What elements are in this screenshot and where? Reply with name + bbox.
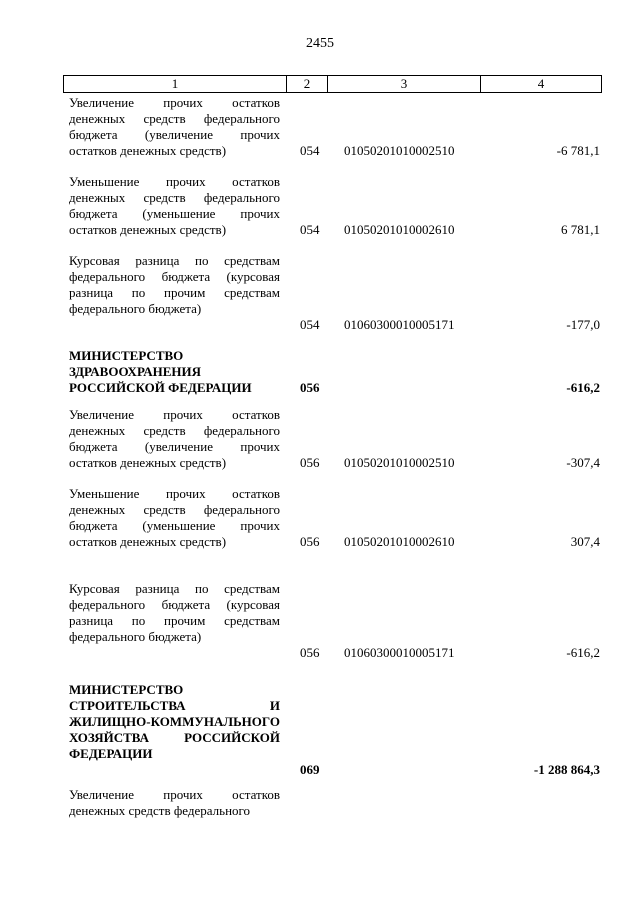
row-amount: 307,4 xyxy=(570,534,600,549)
row-description: Увеличение прочих остатков денежных средств федерального бюджета (увеличение прочих остатков денежных средств) xyxy=(69,407,280,470)
row-code: 056 xyxy=(300,455,320,470)
table-row xyxy=(0,486,640,550)
row-description: Курсовая разница по средствам федерального бюджета (курсовая разница по прочим средствам федерального бюджета) xyxy=(69,581,280,644)
row-kbk: 01050201010002510 xyxy=(344,143,455,158)
row-description: Уменьшение прочих остатков денежных средств федерального бюджета (уменьшение прочих остатков денежных средств) xyxy=(69,486,280,549)
table-header xyxy=(63,75,602,93)
row-description: Увеличение прочих остатков денежных средств федерального бюджета (увеличение прочих остатков денежных средств) xyxy=(69,95,280,158)
row-code: 054 xyxy=(300,317,320,332)
table-row xyxy=(0,407,640,471)
row-amount: -307,4 xyxy=(566,455,600,470)
table-row xyxy=(0,581,640,661)
row-kbk: 01050201010002510 xyxy=(344,455,455,470)
row-amount: 6 781,1 xyxy=(561,222,600,237)
row-code: 056 xyxy=(300,380,320,395)
row-amount: -1 288 864,3 xyxy=(533,762,600,777)
row-kbk: 01050201010002610 xyxy=(344,534,455,549)
ministry-row xyxy=(0,682,640,778)
header-col-2: 2 xyxy=(303,76,311,91)
table-row xyxy=(0,174,640,238)
header-col-4: 4 xyxy=(537,76,545,91)
row-code: 056 xyxy=(300,534,320,549)
table-row xyxy=(0,253,640,333)
row-kbk: 01060300010005171 xyxy=(344,317,455,332)
table-row xyxy=(0,95,640,159)
ministry-name: МИНИСТЕРСТВО ЗДРАВООХРАНЕНИЯ РОССИЙСКОЙ ФЕДЕРАЦИИ xyxy=(69,348,252,395)
header-col-3: 3 xyxy=(400,76,408,91)
row-amount: -616,2 xyxy=(566,645,600,660)
row-kbk: 01050201010002610 xyxy=(344,222,455,237)
row-description: Увеличение прочих остатков денежных средств федерального xyxy=(69,787,280,818)
header-col-1: 1 xyxy=(171,76,179,91)
row-amount: -6 781,1 xyxy=(556,143,600,158)
row-amount: -616,2 xyxy=(566,380,600,395)
row-code: 056 xyxy=(300,645,320,660)
table-row xyxy=(0,787,640,819)
row-amount: -177,0 xyxy=(566,317,600,332)
ministry-name: МИНИСТЕРСТВО СТРОИТЕЛЬСТВА И ЖИЛИЩНО-КОММУНАЛЬНОГО ХОЗЯЙСТВА РОССИЙСКОЙ ФЕДЕРАЦИИ xyxy=(69,682,280,761)
row-description: Уменьшение прочих остатков денежных средств федерального бюджета (уменьшение прочих остатков денежных средств) xyxy=(69,174,280,237)
page-number: 2455 xyxy=(306,36,334,51)
row-code: 054 xyxy=(300,143,320,158)
row-description: Курсовая разница по средствам федерального бюджета (курсовая разница по прочим средствам федерального бюджета) xyxy=(69,253,280,316)
row-code: 069 xyxy=(300,762,320,777)
ministry-row xyxy=(0,348,640,396)
row-kbk: 01060300010005171 xyxy=(344,645,455,660)
row-code: 054 xyxy=(300,222,320,237)
